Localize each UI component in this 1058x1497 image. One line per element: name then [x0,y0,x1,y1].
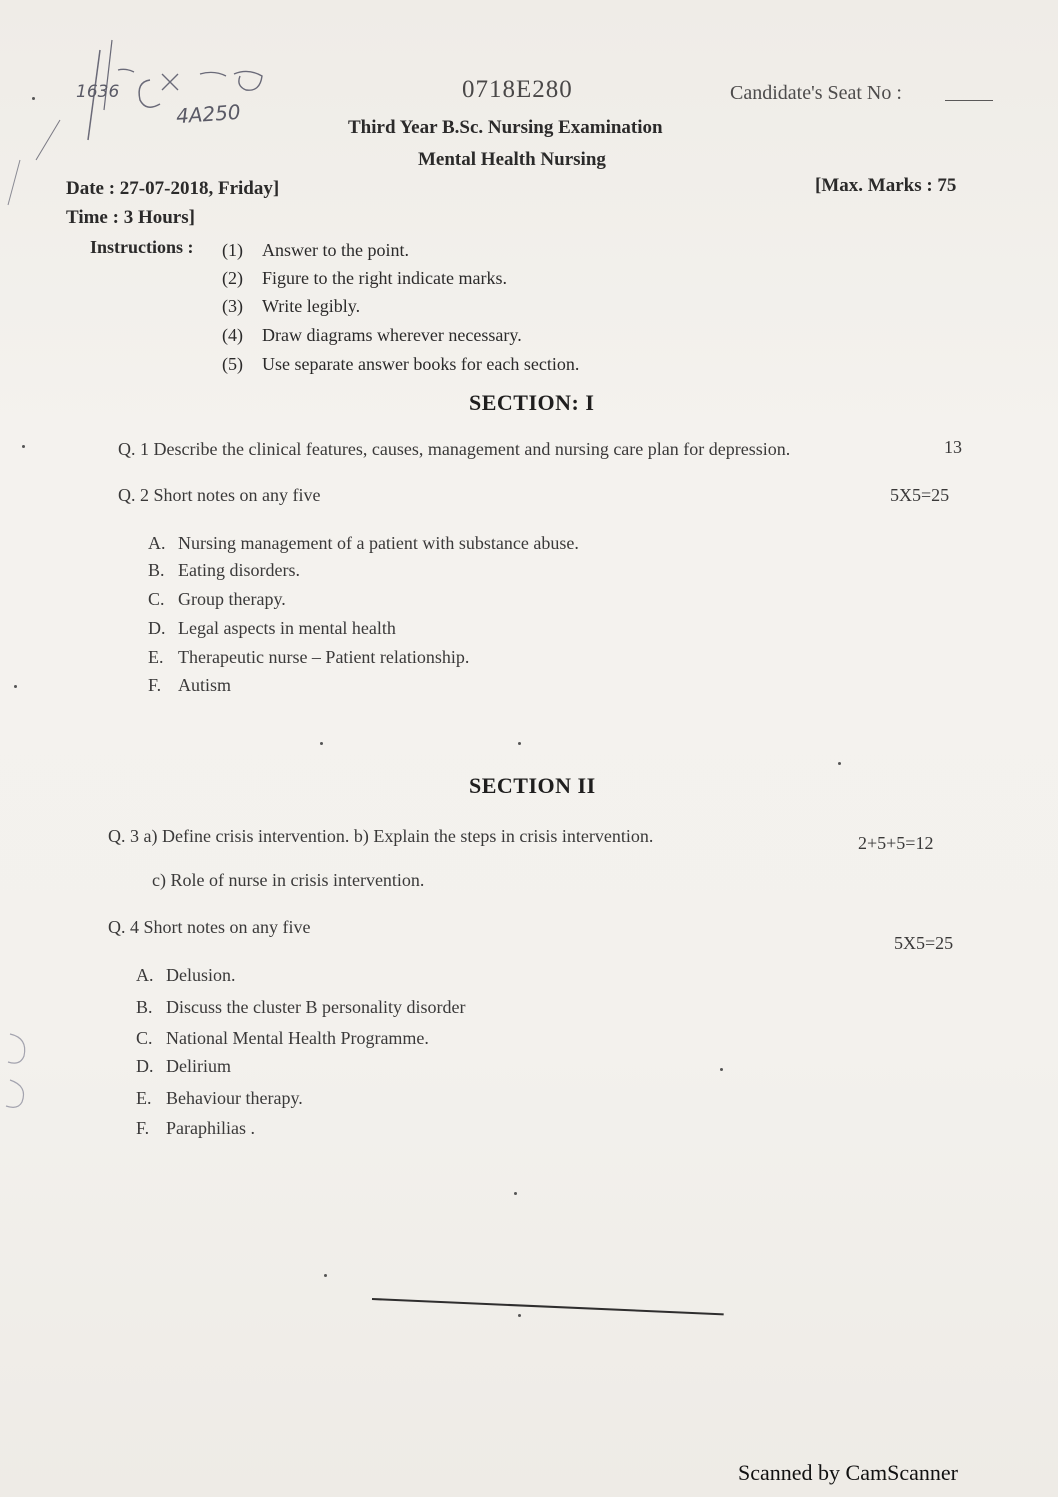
end-of-paper-rule [372,1298,724,1315]
instruction-number: (1) [222,240,243,260]
scan-speck [838,762,841,765]
instruction-item [222,296,360,317]
section-1-heading: SECTION: I [469,390,595,415]
scan-speck [720,1068,723,1071]
option-text: Therapeutic nurse – Patient relationship. [178,647,470,667]
instruction-text: Answer to the point. [262,240,409,260]
instruction-text: Write legibly. [262,296,361,316]
option-text: Legal aspects in mental health [178,618,396,638]
instruction-item [222,268,507,289]
question-1: Q. 1 Describe the clinical features, causes, management and nursing care plan for depression. [118,439,791,459]
q4-option [136,1028,429,1049]
instruction-item [222,325,522,346]
seat-number-line [945,100,993,101]
scan-speck [32,97,35,100]
q2-option [148,560,300,581]
scan-speck [514,1192,517,1195]
option-text: Nursing management of a patient with substance abuse. [178,533,579,553]
option-letter: F. [148,675,162,695]
option-text: Behaviour therapy. [166,1088,303,1108]
scan-speck [518,742,521,745]
instruction-text: Figure to the right indicate marks. [262,268,507,288]
option-letter: C. [148,589,165,609]
option-letter: C. [136,1028,153,1048]
instruction-text: Draw diagrams wherever necessary. [262,325,522,345]
scan-speck [518,1314,521,1317]
q2-option [148,533,579,554]
option-letter: B. [148,560,165,580]
handwritten-serial: 1636 [76,82,120,102]
margin-scribbles [0,1020,50,1110]
q4-option [136,997,465,1018]
question-3: Q. 3 a) Define crisis intervention. b) Explain the steps in crisis intervention. [108,826,654,846]
instruction-item [222,240,409,261]
option-text: Eating disorders. [178,560,300,580]
paper-code: 0718E280 [462,76,573,103]
question-3-marks: 2+5+5=12 [858,833,934,853]
question-1-marks: 13 [944,437,962,457]
instruction-number: (3) [222,296,243,316]
q4-option [136,1056,231,1077]
scan-speck [320,742,323,745]
subject-title: Mental Health Nursing [418,149,606,170]
q4-option [136,1088,303,1109]
exam-title: Third Year B.Sc. Nursing Examination [348,117,663,138]
option-letter: F. [136,1118,150,1138]
scanner-watermark: Scanned by CamScanner [738,1460,958,1485]
option-letter: A. [136,965,154,985]
q4-option [136,1118,255,1139]
instruction-number: (4) [222,325,243,345]
question-2-marks: 5X5=25 [890,485,950,505]
instruction-item [222,354,579,375]
option-letter: B. [136,997,153,1017]
seat-number-label: Candidate's Seat No : [730,82,902,104]
option-letter: D. [148,618,166,638]
instruction-number: (5) [222,354,243,374]
q2-option [148,647,469,668]
option-letter: E. [148,647,164,667]
q2-option [148,675,231,696]
q2-option [148,618,396,639]
option-text: Group therapy. [178,589,286,609]
scan-speck [324,1274,327,1277]
option-text: Delusion. [166,965,236,985]
handwritten-code: 4A250 [175,99,242,129]
question-2: Q. 2 Short notes on any five [118,485,321,505]
q4-option [136,965,236,986]
option-letter: E. [136,1088,152,1108]
exam-date: Date : 27-07-2018, Friday] [66,178,280,199]
q2-option [148,589,286,610]
instructions-label: Instructions : [90,237,194,257]
question-4-marks: 5X5=25 [894,933,954,953]
option-text: Discuss the cluster B personality disorder [166,997,466,1017]
option-letter: A. [148,533,166,553]
option-text: Autism [178,675,232,695]
option-letter: D. [136,1056,154,1076]
instruction-text: Use separate answer books for each section. [262,354,580,374]
option-text: Delirium [166,1056,231,1076]
max-marks: [Max. Marks : 75 [815,175,957,196]
scan-speck [14,685,17,688]
exam-time: Time : 3 Hours] [66,207,195,228]
instruction-number: (2) [222,268,243,288]
section-2-heading: SECTION II [469,773,596,798]
question-3c: c) Role of nurse in crisis intervention. [152,870,425,890]
question-4: Q. 4 Short notes on any five [108,917,311,937]
scan-speck [22,445,25,448]
option-text: Paraphilias . [166,1118,255,1138]
option-text: National Mental Health Programme. [166,1028,429,1048]
